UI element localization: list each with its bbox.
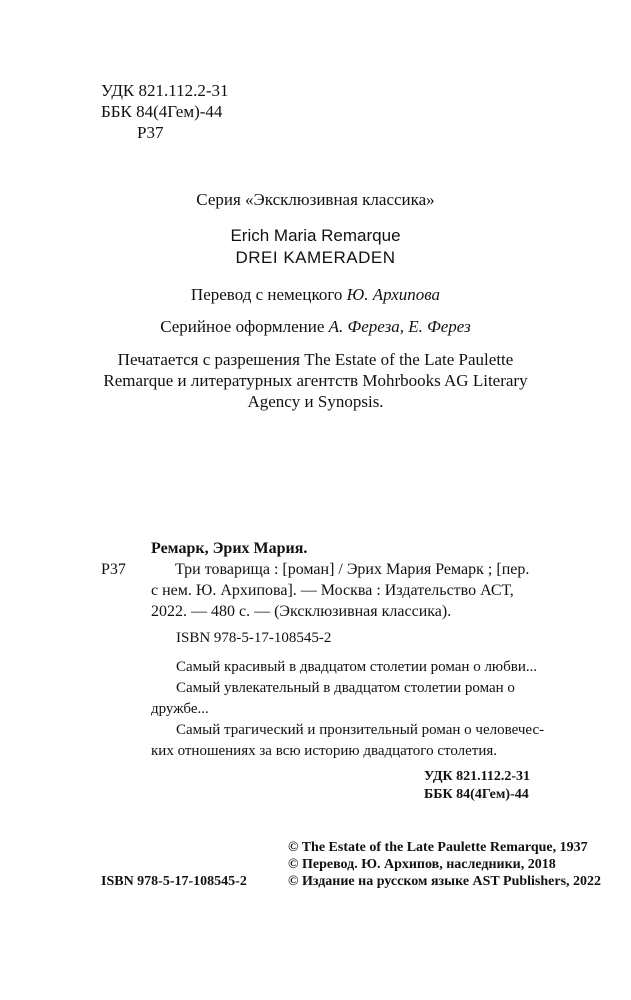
translation-line [0,285,631,305]
catalog-author-code: Р37 [101,561,126,578]
copyright-line-2: © Перевод. Ю. Архипов, наследники, 2018 [288,857,556,872]
permission-line-3: Agency и Synopsis. [247,392,384,411]
udk-top: УДК 821.112.2-31 [101,81,229,100]
annotation-line-4: Самый трагический и пронзительный роман о человечес- [176,722,545,738]
footer-isbn: ISBN 978-5-17-108545-2 [101,874,247,889]
permission-line-2: Remarque и литературных агентств Mohrbooks AG Literary [103,371,528,390]
copyright-line-1: © The Estate of the Late Paulette Remarque, 1937 [288,840,588,855]
annotation-line-1: Самый красивый в двадцатом столетии роман о любви... [176,659,538,675]
series-line: Серия «Эксклюзивная классика» [196,190,435,209]
catalog-entry-line-2: с нем. Ю. Архипова]. — Москва : Издательство АСТ, [151,582,514,599]
annotation-line-5: ких отношениях за всю историю двадцатого столетия. [151,743,498,759]
catalog-heading: Ремарк, Эрих Мария. [151,540,308,557]
design-line [0,317,631,337]
catalog-entry-line-3: 2022. — 480 с. — (Эксклюзивная классика). [151,603,452,620]
design-prefix: Серийное оформление [160,317,329,336]
bbk-top: ББК 84(4Гем)-44 [101,102,223,121]
permission-line-1: Печатается с разрешения The Estate of the Late Paulette [117,350,514,369]
author-code-top: Р37 [137,123,164,142]
translator-name: Ю. Архипова [346,285,441,304]
translation-prefix: Перевод с немецкого [190,285,347,304]
catalog-isbn: ISBN 978-5-17-108545-2 [176,630,332,646]
udk-catalog: УДК 821.112.2-31 [424,769,531,784]
copyright-line-3: © Издание на русском языке AST Publishers, 2022 [288,874,602,889]
designer-names: А. Фереза, Е. Ферез [328,317,471,336]
bbk-catalog: ББК 84(4Гем)-44 [424,787,529,802]
annotation-line-2: Самый увлекательный в двадцатом столетии роман о [176,680,515,696]
original-title: DREI KAMERADEN [235,248,396,267]
original-author: Erich Maria Remarque [230,226,401,245]
catalog-entry-line-1: Три товарища : [роман] / Эрих Мария Ремарк ; [пер. [175,561,530,578]
annotation-line-3: дружбе... [151,701,209,717]
